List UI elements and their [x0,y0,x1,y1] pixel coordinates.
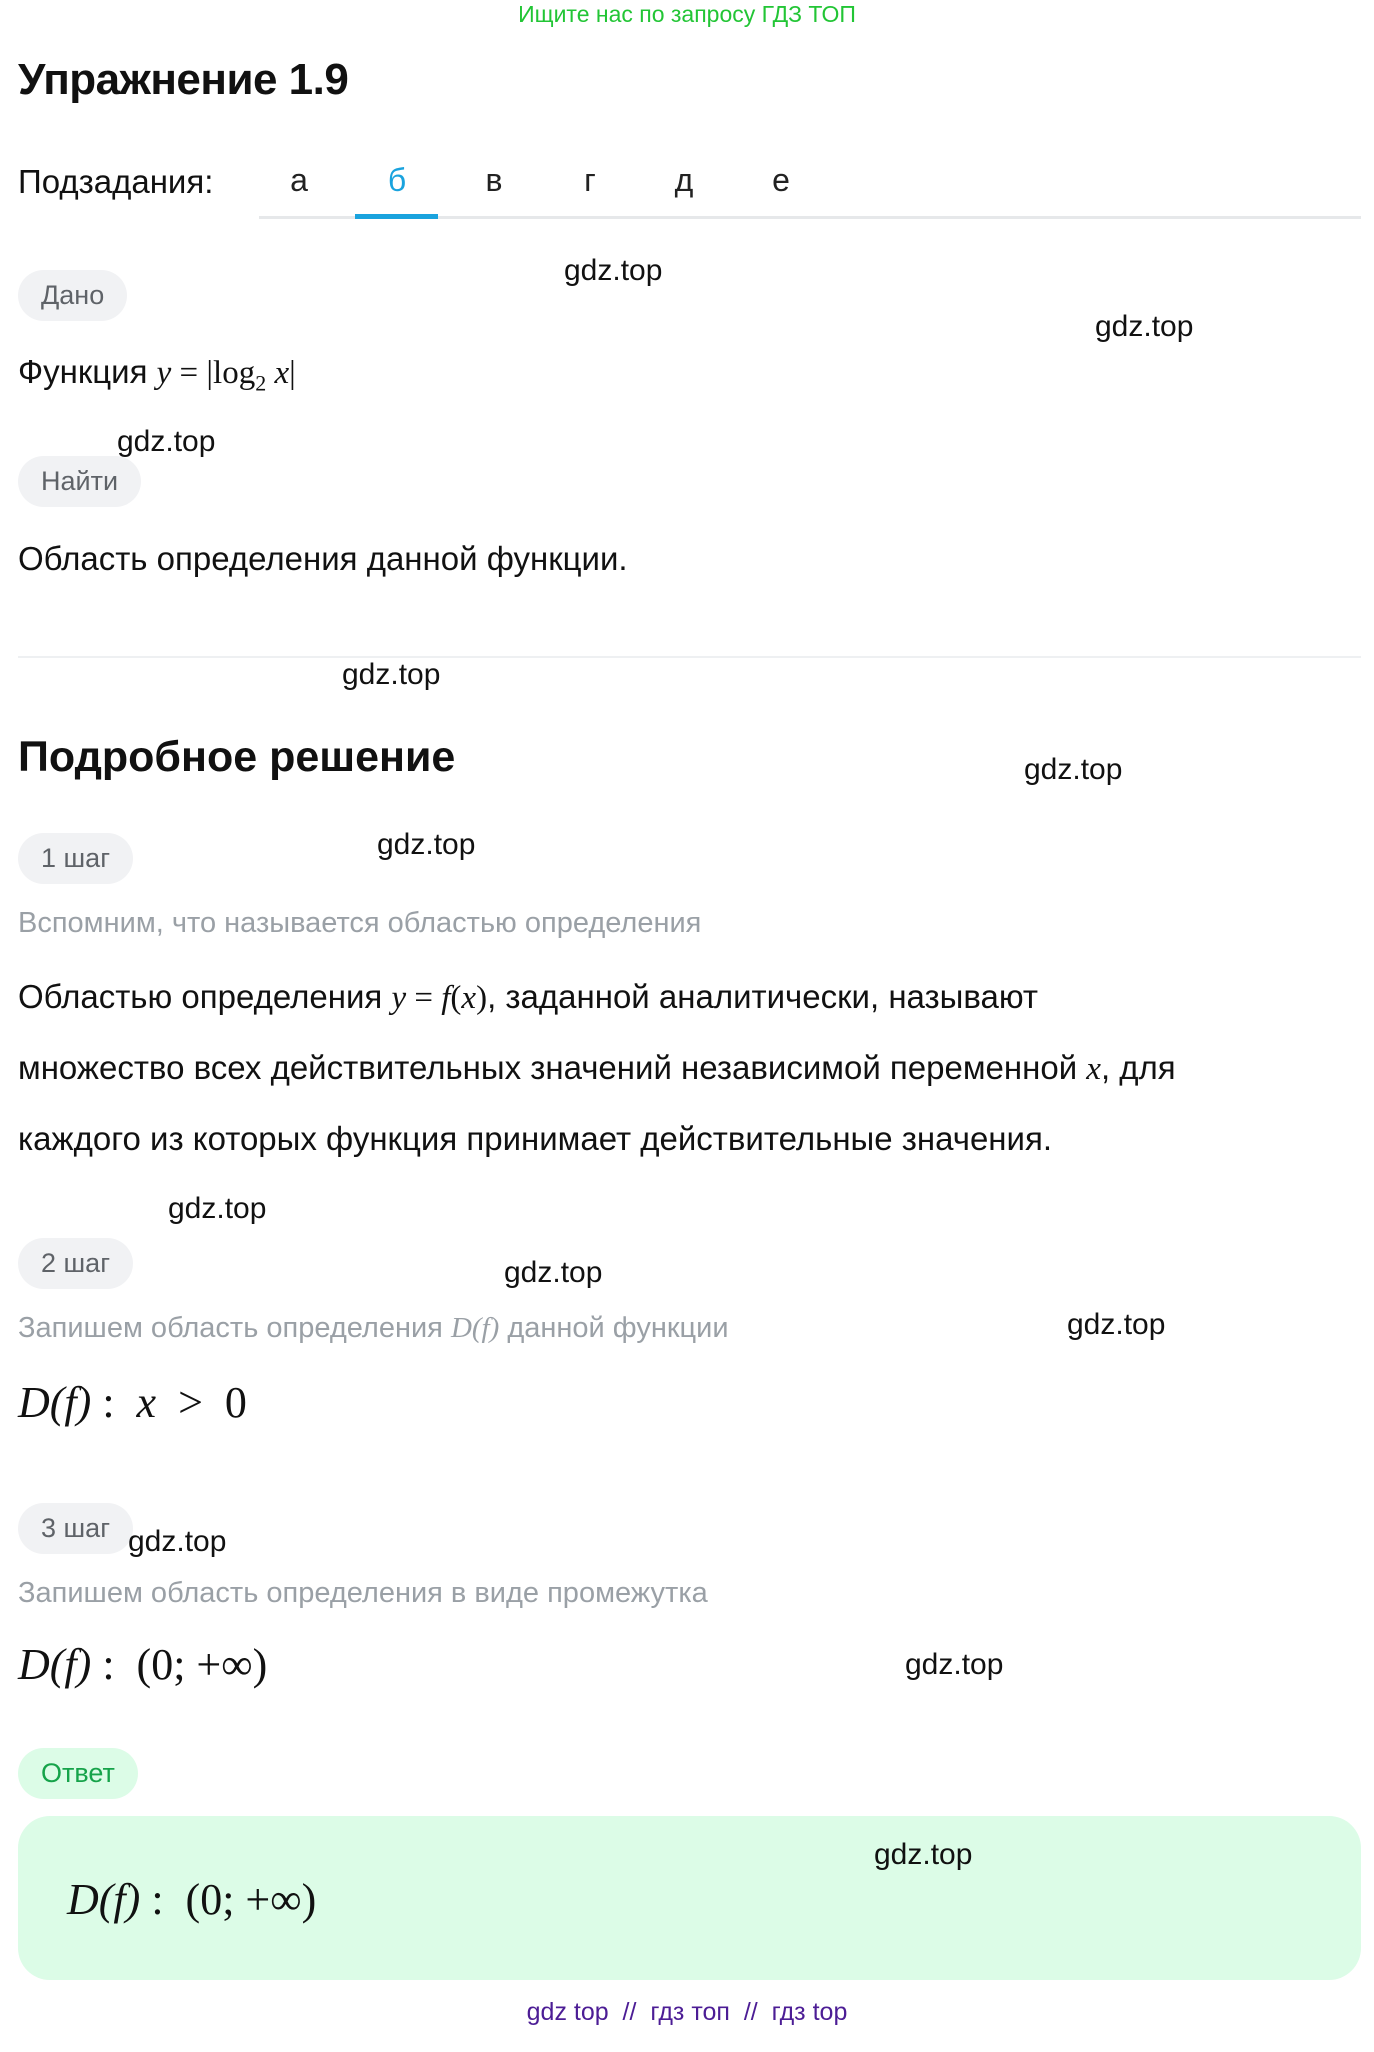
step-3-formula [18,1640,267,1690]
formula-y: y [156,355,172,391]
answer-formula [67,1875,316,1925]
formula-bar: | [289,355,296,391]
math-x: x [461,980,477,1016]
tab-e[interactable]: е [772,162,790,198]
step-2-hint [18,1310,729,1346]
tab-d[interactable]: д [674,162,694,198]
watermark: gdz.top [168,1192,267,1225]
math-colon: : [91,1640,126,1689]
watermark: gdz.top [117,425,216,458]
math-df: D(f) [450,1312,500,1344]
find-text: Область определения данной функции. [18,540,628,577]
watermark: gdz.top [564,254,663,287]
watermark: gdz.top [128,1525,227,1558]
watermark: gdz.top [1067,1308,1166,1341]
footer-links[interactable]: gdz top // гдз топ // гдз top [526,1998,848,2026]
subtasks-label: Подзадания: [18,163,214,200]
math-df: D(f) [18,1640,92,1689]
search-banner: Ищите нас по запросу ГДЗ ТОП [518,1,856,27]
watermark: gdz.top [874,1838,973,1871]
step-1-hint: Вспомним, что называется областью определения [18,907,702,939]
text: данной функции [499,1312,729,1344]
watermark: gdz.top [377,828,476,861]
step-1-line-3: каждого из которых функция принимает действительные значения. [18,1120,1053,1157]
active-tab-indicator [355,214,438,219]
math-paren: ) [476,980,488,1016]
find-badge: Найти [18,456,141,507]
step-1-line-1 [18,977,1038,1018]
step-1-badge: 1 шаг [18,833,133,884]
step-2-badge: 2 шаг [18,1238,133,1289]
given-text [18,352,296,404]
step-3-hint: Запишем область определения в виде промежутка [18,1577,708,1609]
watermark: gdz.top [504,1256,603,1289]
text: , для [1100,1049,1176,1086]
step-1-line-2 [18,1048,1176,1089]
formula-x: x [266,355,290,391]
tab-b[interactable]: б [387,162,407,198]
answer-badge: Ответ [18,1748,138,1799]
section-divider [18,656,1361,658]
text: Областью определения [18,978,392,1015]
math-x: x [136,1378,157,1427]
text: множество всех действительных значений независимой переменной [18,1049,1087,1086]
text: , заданной аналитически, называют [487,978,1039,1015]
math-colon: : [91,1378,126,1427]
watermark: gdz.top [1024,753,1123,786]
text: Запишем область определения [18,1312,451,1344]
tab-a[interactable]: а [290,162,308,198]
watermark: gdz.top [342,658,441,691]
formula-eq: = [171,355,207,391]
math-interval: (0; +∞) [136,1640,268,1689]
math-interval: (0; +∞) [185,1875,317,1924]
step-3-badge: 3 шаг [18,1503,133,1554]
math-gt: > [167,1378,214,1427]
math-zero: 0 [224,1378,247,1427]
math-paren: ( [450,980,462,1016]
given-label: Функция [18,353,148,390]
tab-g[interactable]: г [584,162,596,198]
math-eq: = [406,980,442,1016]
formula-sub: 2 [255,370,267,396]
math-f: f [441,980,451,1016]
watermark: gdz.top [1095,310,1194,343]
math-colon: : [140,1875,175,1924]
watermark: gdz.top [905,1648,1004,1681]
tab-v[interactable]: в [485,162,503,198]
page-title: Упражнение 1.9 [18,55,349,104]
solution-heading: Подробное решение [18,733,456,781]
step-2-formula [18,1378,247,1428]
math-y: y [391,980,407,1016]
math-df: D(f) [67,1875,141,1924]
given-badge: Дано [18,270,127,321]
math-x: x [1086,1051,1101,1087]
math-df: D(f) [18,1378,92,1427]
formula-log: |log [206,355,256,391]
